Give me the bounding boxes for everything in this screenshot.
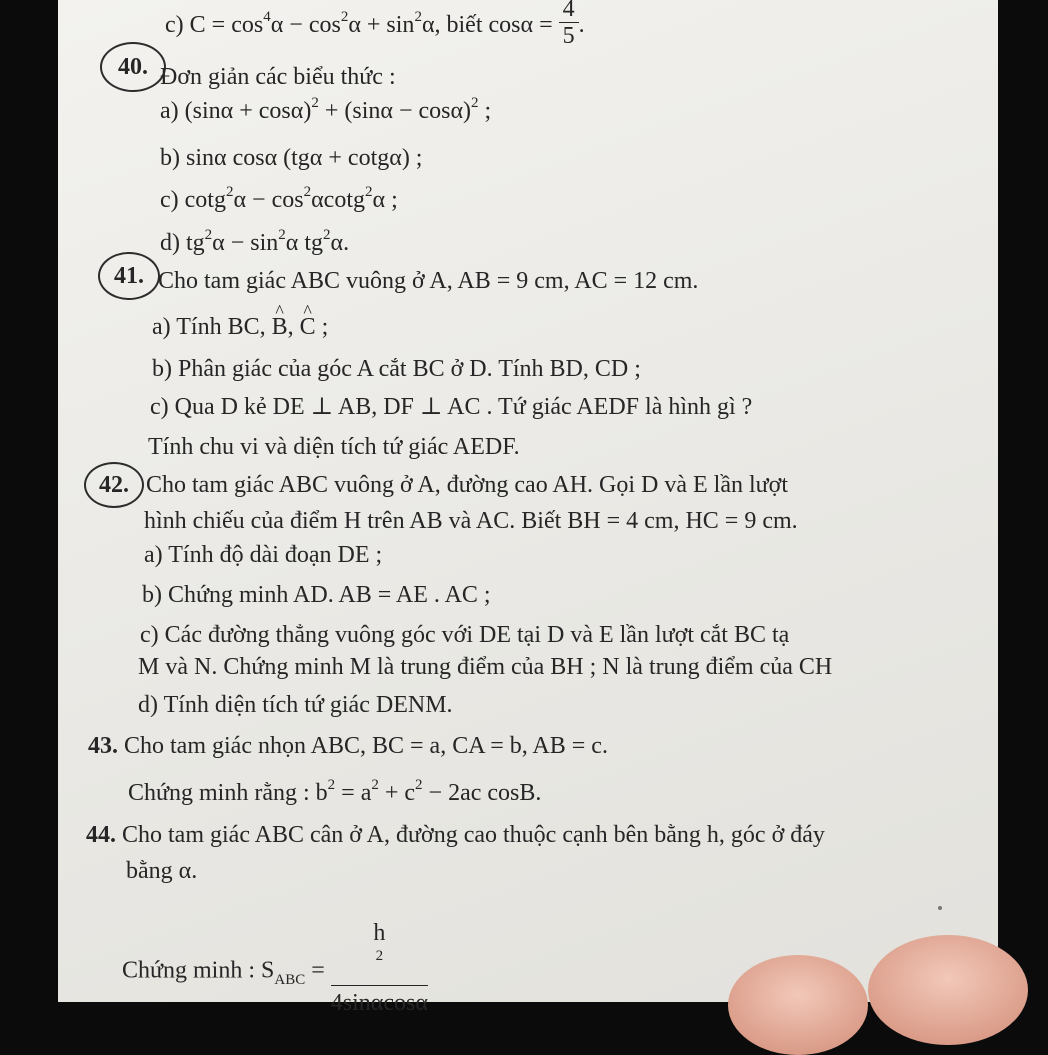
- formula-part: = a: [335, 780, 372, 806]
- exercise-number-circle: [84, 462, 144, 508]
- exponent: 2: [225, 184, 234, 200]
- exercise-40b: [160, 143, 422, 173]
- exercise-44-title: Cho tam giác ABC cân ở A, đường cao thuộc cạnh bên bằng h, góc ở đáy: [122, 822, 825, 848]
- exercise-40c: [160, 185, 398, 218]
- exercise-44: [86, 820, 825, 850]
- finger-tips-photo: [728, 935, 1048, 1055]
- item-label: d): [138, 692, 158, 718]
- exercise-42-title: Cho tam giác ABC vuông ở A, đường cao AH. Gọi D và E lần lượt: [146, 472, 789, 498]
- formula-part: α.: [330, 230, 350, 256]
- formula-part: ;: [478, 98, 492, 124]
- formula-part: (sinα + cosα): [184, 98, 312, 124]
- exponent: 2: [327, 777, 336, 793]
- exercise-40a: [160, 96, 491, 129]
- exercise-number-circle: [98, 252, 160, 300]
- formula-part: α ;: [372, 187, 398, 213]
- paper-speck: [938, 906, 942, 910]
- formula-part: Tính diện tích tứ giác DENM.: [163, 692, 453, 718]
- numerator: [331, 920, 428, 986]
- formula-part: Các đường thẳng vuông góc với DE tại D và E lần lượt cắt BC tạ: [164, 622, 790, 648]
- formula-part: =: [305, 957, 325, 984]
- formula-part: cotg: [184, 187, 226, 213]
- formula-part: α, biết cosα =: [421, 12, 553, 39]
- formula-part: + c: [378, 780, 416, 806]
- exponent: 2: [311, 95, 319, 111]
- formula-part: Tính BC,: [176, 314, 272, 340]
- exercise-42-line2: hình chiếu của điểm H trên AB và AC. Biết BH = 4 cm, HC = 9 cm.: [144, 508, 798, 534]
- exercise-41-title: Cho tam giác ABC vuông ở A, AB = 9 cm, AC = 12 cm.: [158, 268, 699, 294]
- exercise-number: 41.: [114, 262, 144, 289]
- denominator: 5: [562, 23, 575, 49]
- formula-part: Tính độ dài đoạn DE ;: [168, 542, 383, 568]
- exponent: 2: [204, 227, 213, 243]
- exponent: 2: [371, 777, 379, 793]
- formula-part: ,: [287, 314, 300, 340]
- exercise-number: 43.: [88, 733, 118, 759]
- exponent: 2: [365, 184, 373, 200]
- exponent: 2: [278, 227, 286, 243]
- denominator: 4sinαcosα: [330, 990, 428, 1016]
- exercise-41c: [150, 392, 752, 422]
- item-label: c): [165, 12, 184, 39]
- exercise-number: 44.: [86, 822, 116, 848]
- exercise-43-title: Cho tam giác nhọn ABC, BC = a, CA = b, AB = c.: [124, 733, 608, 759]
- formula-part: .: [578, 12, 585, 39]
- exercise-number-circle: [100, 42, 166, 92]
- exercise-43-proof: [128, 778, 541, 811]
- exercise-40-title: Đơn giản các biểu thức :: [160, 64, 396, 90]
- formula-part: α − cos: [270, 12, 341, 39]
- exercise-39c: [165, 0, 585, 53]
- item-label: d): [160, 230, 180, 256]
- fraction: [331, 920, 428, 1020]
- exercise-41c-line2: Tính chu vi và diện tích tứ giác AEDF.: [148, 434, 520, 460]
- formula-part: Chứng minh AD. AB = AE . AC ;: [168, 582, 491, 608]
- numerator-base: h: [373, 920, 386, 946]
- formula-part: α + sin: [348, 12, 415, 39]
- item-label: c): [140, 622, 159, 648]
- exercise-44-proof: [122, 922, 428, 1022]
- formula-part: Chứng minh : S: [122, 957, 275, 984]
- angle-b: ^ B: [272, 312, 288, 342]
- exercise-44-line2: bằng α.: [126, 858, 198, 884]
- fraction: [559, 0, 579, 49]
- item-label: b): [160, 145, 180, 171]
- exercise-number: 40.: [118, 53, 148, 80]
- formula-part: − 2ac cosB.: [422, 780, 542, 806]
- formula-part: α tg: [285, 230, 324, 256]
- exercise-number: 42.: [99, 471, 129, 498]
- formula-part: ;: [315, 314, 329, 340]
- item-label: b): [152, 356, 172, 382]
- formula-part: Phân giác của góc A cắt BC ở D. Tính BD, CD ;: [178, 356, 641, 382]
- exercise-42b: [142, 580, 491, 610]
- exercise-43: [88, 731, 608, 761]
- textbook-page: [58, 0, 998, 1016]
- exponent: 2: [415, 777, 423, 793]
- item-label: b): [142, 582, 162, 608]
- item-label: a): [152, 314, 171, 340]
- item-label: c): [160, 187, 179, 213]
- exponent: 2: [323, 227, 331, 243]
- exercise-42c: [140, 620, 789, 650]
- exercise-41b: [152, 354, 641, 384]
- formula-part: αcotg: [311, 187, 365, 213]
- formula-part: sinα cosα (tgα + cotgα) ;: [186, 145, 423, 171]
- exercise-42a: [144, 540, 382, 570]
- exponent: 2: [340, 9, 349, 26]
- formula-part: Qua D kẻ DE ⊥ AB, DF ⊥ AC . Tứ giác AEDF là hình gì ?: [174, 394, 753, 420]
- exponent: 2: [414, 9, 422, 26]
- formula-part: C = cos: [189, 12, 264, 39]
- exponent: 2: [471, 95, 479, 111]
- exercise-41a: [152, 312, 328, 342]
- exponent: 2: [303, 184, 312, 200]
- formula-part: α − sin: [212, 230, 279, 256]
- formula-part: Chứng minh rằng : b: [128, 780, 328, 806]
- numerator: 4: [559, 0, 579, 23]
- exponent: 4: [263, 9, 271, 26]
- item-label: a): [160, 98, 179, 124]
- exercise-42c-line2: M và N. Chứng minh M là trung điểm của BH ; N là trung điểm của CH: [138, 654, 833, 680]
- item-label: a): [144, 542, 163, 568]
- exercise-42d: [138, 690, 453, 720]
- item-label: c): [150, 394, 169, 420]
- formula-part: α − cos: [233, 187, 304, 213]
- formula-part: tg: [186, 230, 205, 256]
- exercise-40d: [160, 228, 349, 261]
- subscript: ABC: [274, 971, 306, 988]
- exponent: 2: [375, 948, 384, 964]
- angle-c: ^ C: [300, 312, 316, 342]
- formula-part: + (sinα − cosα): [318, 98, 472, 124]
